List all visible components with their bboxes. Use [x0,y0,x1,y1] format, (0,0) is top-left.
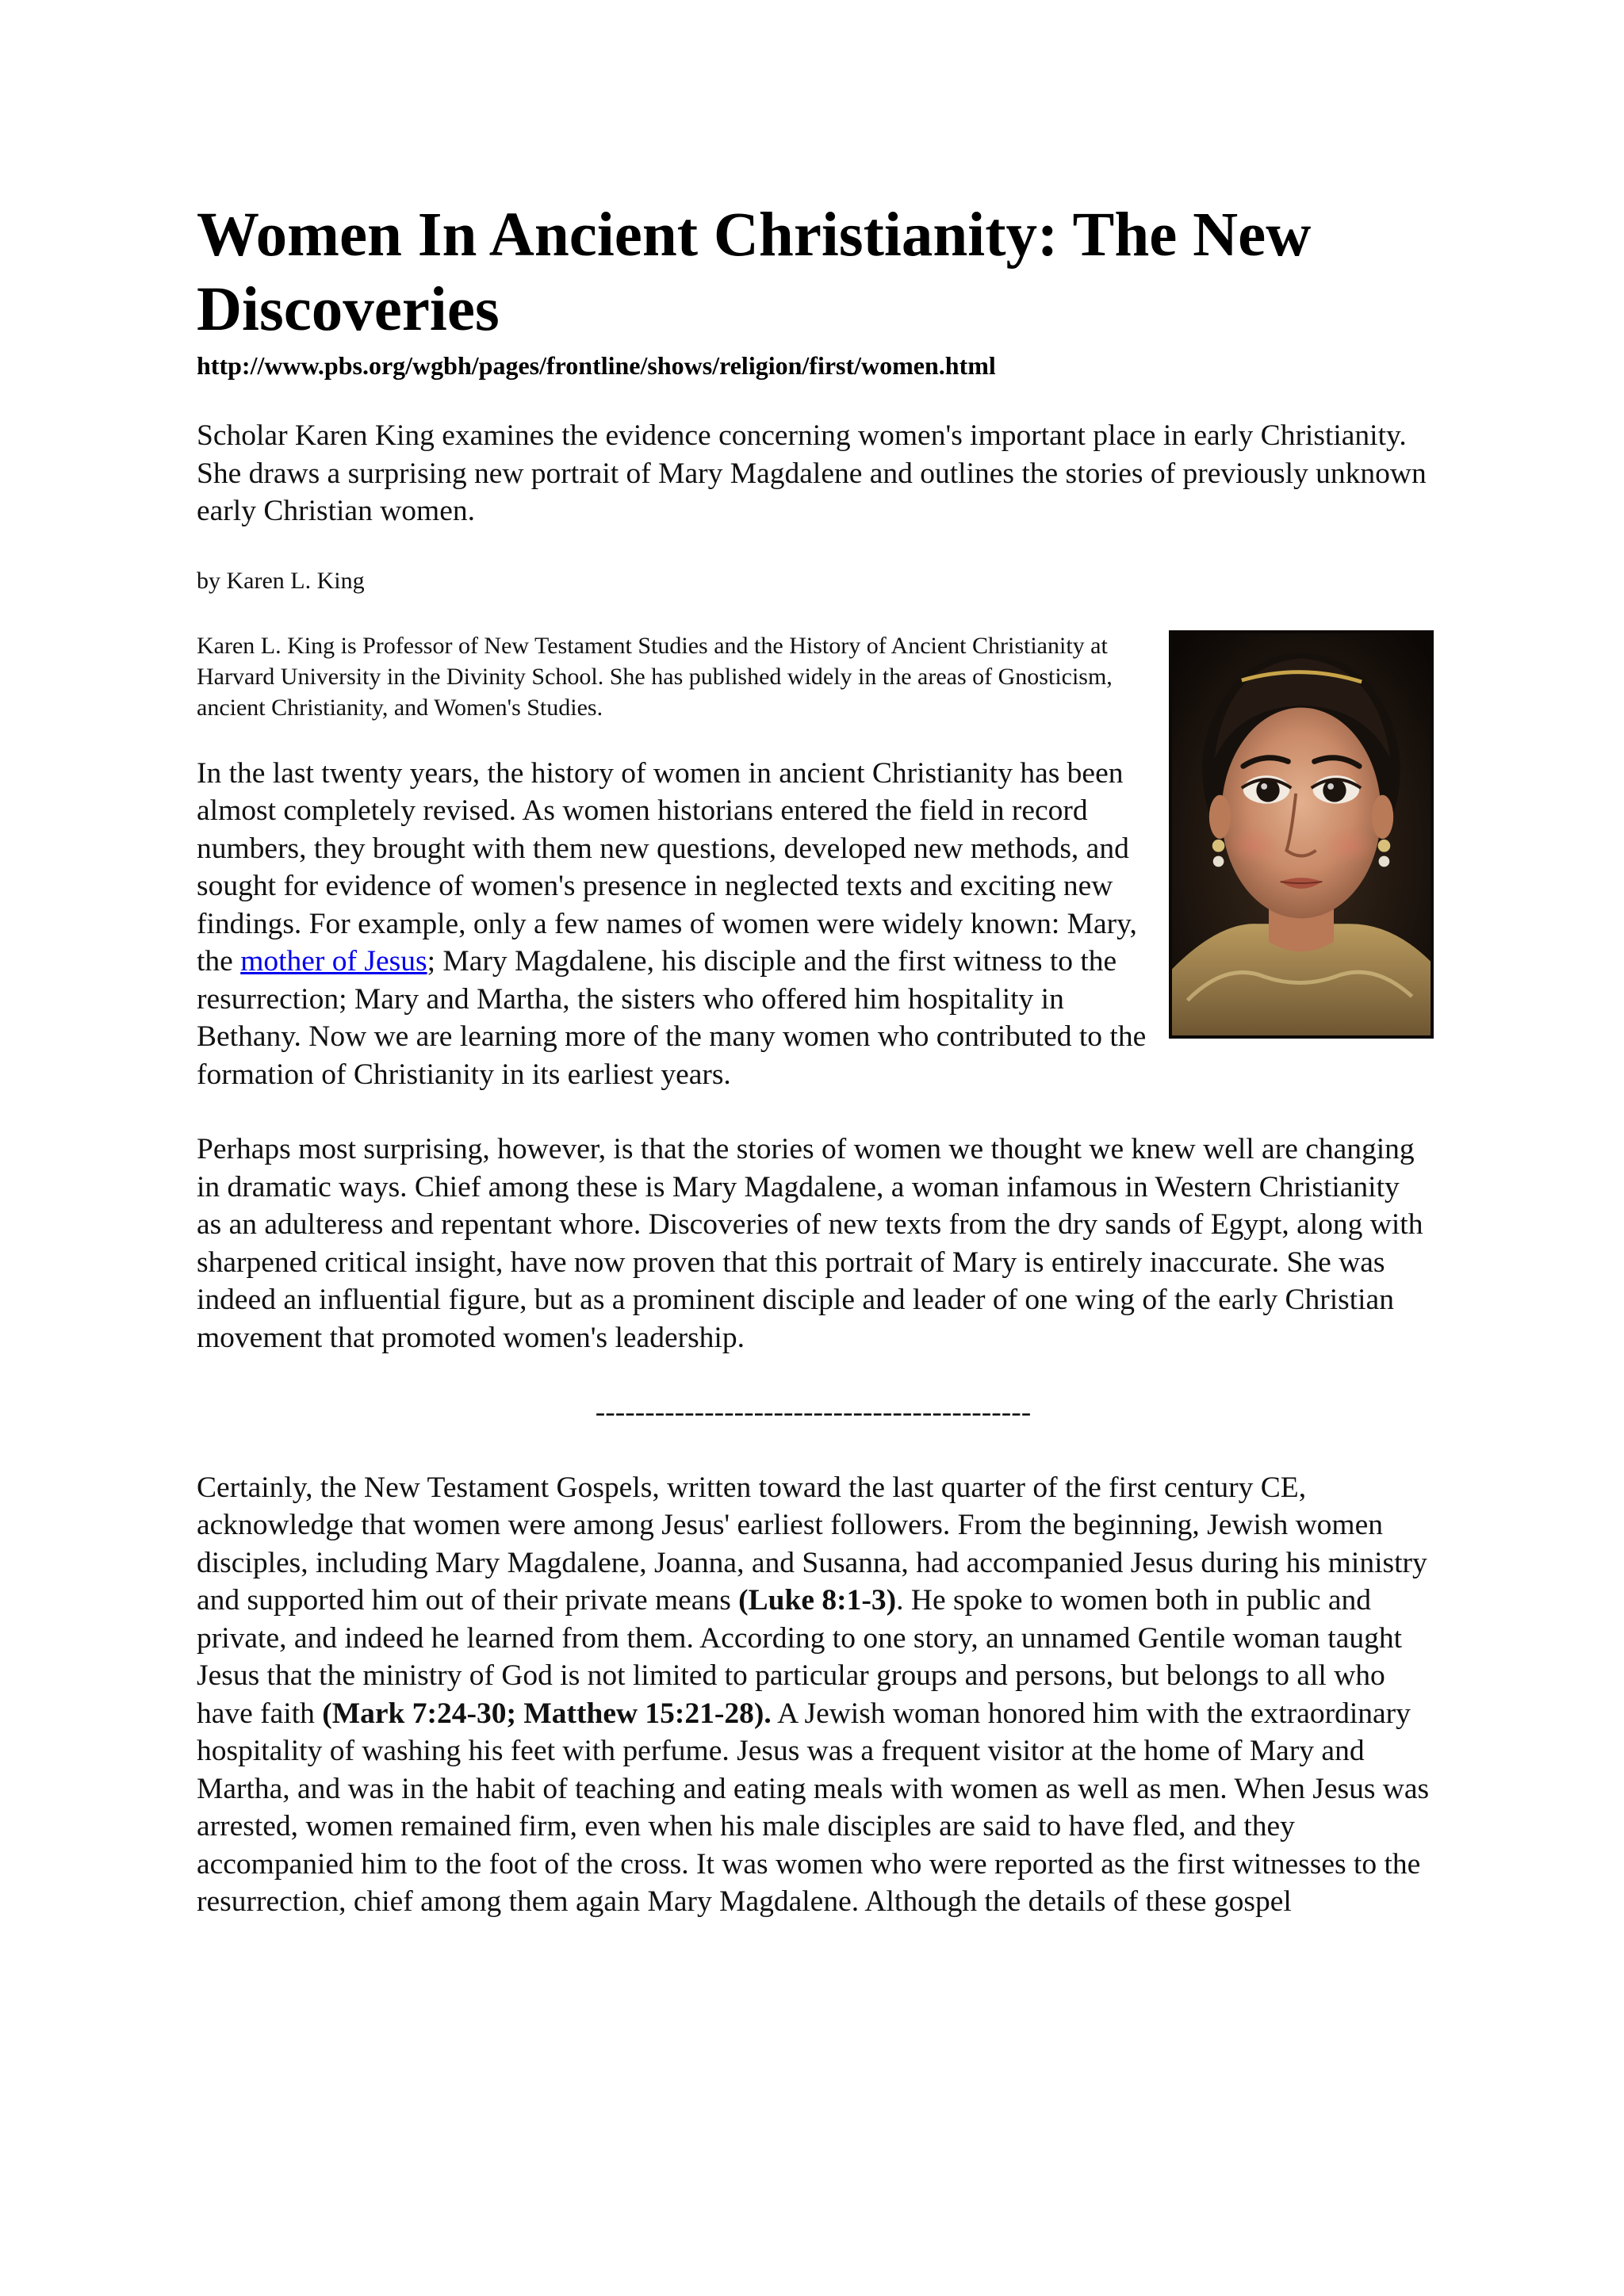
paragraph-3-text-b: . He spoke to women both in public and private, and indeed he learned from them. According to one story, an unnamed Gentile woman taught Jesus that the ministry of God is not limited to particular groups and persons, but belongs to all who have faith [197,1584,1403,1730]
scripture-reference-luke: (Luke 8:1-3) [738,1584,897,1617]
byline: by Karen L. King [197,567,365,594]
portrait-icon [1172,633,1431,1035]
document-title: Women In Ancient Christianity: The New Discoveries [197,201,1312,344]
paragraph-1-text-a: In the last twenty years, the history of women in ancient Christianity has been almost completely revised. As women historians entered the field in record numbers, they brought with them new questions, developed new methods, and sought for evidence of women's presence in neglected texts and exciting new findings. For example, only a few names of women were widely known: Mary, the [197,756,1137,978]
paragraph-3-text-a: Certainly, the New Testament Gospels, written toward the last quarter of the first century CE, acknowledge that women were among Jesus' earliest followers. From the beginning, Jewish women disciples, including Mary Magdalene, Joanna, and Susanna, had accompanied Jesus during his ministry and supported him out of their private means [197,1471,1427,1617]
bio-block [197,630,1430,1131]
section-separator: -------------------------------------------- [595,1396,1032,1429]
document-page [197,198,1430,1958]
author-bio: Karen L. King is Professor of New Testament Studies and the History of Ancient Christianity at Harvard University in the Divinity School. She has published widely in the areas of Gnosticism, ancient Christianity, and Women's Studies. [197,632,1113,721]
source-url: http://www.pbs.org/wgbh/pages/frontline/shows/religion/first/women.html [197,351,996,380]
paragraph-3-text-c: A Jewish woman honored him with the extraordinary hospitality of washing his feet with perfume. Jesus was a frequent visitor at the home of Mary and Martha, and was in the habit of teaching and eating meals with women as well as men. When Jesus was arrested, women remained firm, even when his male disciples are said to have fled, and they accompanied him to the foot of the cross. It was women who were reported as the first witnesses to the resurrection, chief among them again Mary Magdalene. Although the details of these gospel [197,1697,1430,1918]
paragraph-2: Perhaps most surprising, however, is that the stories of women we thought we knew well are changing in dramatic ways. Chief among these is Mary Magdalene, a woman infamous in Western Christianity as an adulteress and repentant whore. Discoveries of new texts from the dry sands of Egypt, along with sharpened critical insight, have now proven that this portrait of Mary is entirely inaccurate. She was indeed an influential figure, but as a prominent disciple and leader of one wing of the early Christian movement that promoted women's leadership. [197,1133,1423,1354]
paragraph-3 [197,1469,1430,1921]
scripture-reference-mark-matthew: (Mark 7:24-30; Matthew 15:21-28). [322,1697,772,1730]
mother-of-jesus-link[interactable]: mother of Jesus [240,945,427,978]
portrait-image [1169,630,1434,1039]
paragraph-1-text-b: ; Mary Magdalene, his disciple and the first witness to the resurrection; Mary and Martha, the sisters who offered him hospitality in Bethany. Now we are learning more of the many women who contributed to the formation of Christianity in its earliest years. [197,945,1147,1091]
lead-paragraph: Scholar Karen King examines the evidence concerning women's important place in early Christianity. She draws a surprising new portrait of Mary Magdalene and outlines the stories of previously unknown early Christian women. [197,419,1427,527]
